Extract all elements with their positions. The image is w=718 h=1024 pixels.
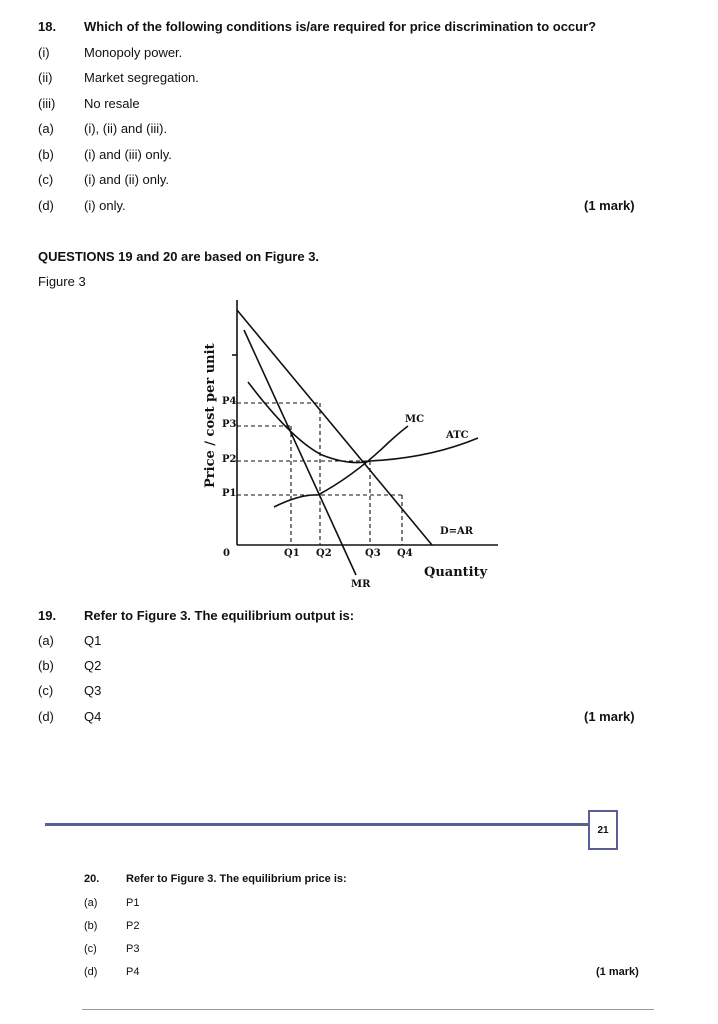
q20-option-label: (c) xyxy=(84,943,97,955)
q20-option-text: P3 xyxy=(126,943,140,955)
q20-option-text: P2 xyxy=(126,920,140,932)
q20-question-text: Refer to Figure 3. The equilibrium price is: xyxy=(126,873,347,885)
q19-option-label: (b) xyxy=(38,658,54,673)
atc-curve xyxy=(248,382,478,463)
q18-number: 18. xyxy=(38,19,57,34)
q19-number: 19. xyxy=(38,608,57,623)
atc-label: ATC xyxy=(446,430,469,441)
q18-option-text: (i) and (ii) only. xyxy=(84,172,170,187)
q18-option-label: (d) xyxy=(38,198,54,213)
q18-option-text: (i) only. xyxy=(84,198,126,213)
q20-option-text: P1 xyxy=(126,897,140,909)
page-divider xyxy=(45,823,588,826)
page-number-box xyxy=(588,810,618,850)
figure-caption: Figure 3 xyxy=(38,274,86,289)
mc-label: MC xyxy=(405,414,425,425)
q19-option-label: (a) xyxy=(38,633,54,648)
q19-option-text: Q3 xyxy=(84,683,102,698)
q20-number: 20. xyxy=(84,873,100,885)
y-axis-label: Price / cost per unit xyxy=(203,343,218,488)
q19-option-text: Q1 xyxy=(84,633,102,648)
quantity-label-q3: Q3 xyxy=(365,548,381,559)
x-axis-label: Quantity xyxy=(424,565,488,580)
q20-option-label: (b) xyxy=(84,920,98,932)
q19-option-text: Q4 xyxy=(84,709,102,724)
q18-option-label: (c) xyxy=(38,172,54,187)
quantity-label-q1: Q1 xyxy=(284,548,300,559)
q20-marks: (1 mark) xyxy=(596,966,639,978)
quantity-label-q2: Q2 xyxy=(316,548,332,559)
q18-question-text: Which of the following conditions is/are required for price discrimination to occur? xyxy=(84,19,597,34)
q19-option-label: (d) xyxy=(38,709,54,724)
q18-option-label: (a) xyxy=(38,121,54,136)
q18-condition-label: (iii) xyxy=(38,96,56,111)
q18-option-label: (b) xyxy=(38,147,54,162)
q19-question-text: Refer to Figure 3. The equilibrium output is: xyxy=(84,608,355,623)
section-heading: QUESTIONS 19 and 20 are based on Figure 3. xyxy=(38,249,320,264)
q19-option-text: Q2 xyxy=(84,658,102,673)
q20-option-text: P4 xyxy=(126,966,140,978)
quantity-label-q4: Q4 xyxy=(397,548,413,559)
origin-label: 0 xyxy=(223,548,230,559)
q18-condition-label: (ii) xyxy=(38,70,53,85)
q18-condition-text: Monopoly power. xyxy=(84,45,183,60)
mr-curve xyxy=(244,330,356,575)
q18-condition-text: Market segregation. xyxy=(84,70,199,85)
demand-curve xyxy=(237,310,432,545)
price-label-p1: P1 xyxy=(222,488,237,499)
q20-option-label: (a) xyxy=(84,897,98,909)
q18-condition-text: No resale xyxy=(84,96,140,111)
q19-option-label: (c) xyxy=(38,683,54,698)
page-number: 21 xyxy=(597,824,609,836)
bottom-rule xyxy=(82,1009,654,1010)
q18-marks: (1 mark) xyxy=(584,198,635,213)
mr-label: MR xyxy=(351,579,371,590)
q18-option-text: (i) and (iii) only. xyxy=(84,147,172,162)
demand-label: D=AR xyxy=(440,526,474,537)
q20-option-label: (d) xyxy=(84,966,98,978)
price-label-p3: P3 xyxy=(222,419,237,430)
price-label-p4: P4 xyxy=(222,396,237,407)
price-label-p2: P2 xyxy=(222,454,237,465)
q18-option-text: (i), (ii) and (iii). xyxy=(84,121,168,136)
q18-condition-label: (i) xyxy=(38,45,50,60)
q19-marks: (1 mark) xyxy=(584,709,635,724)
